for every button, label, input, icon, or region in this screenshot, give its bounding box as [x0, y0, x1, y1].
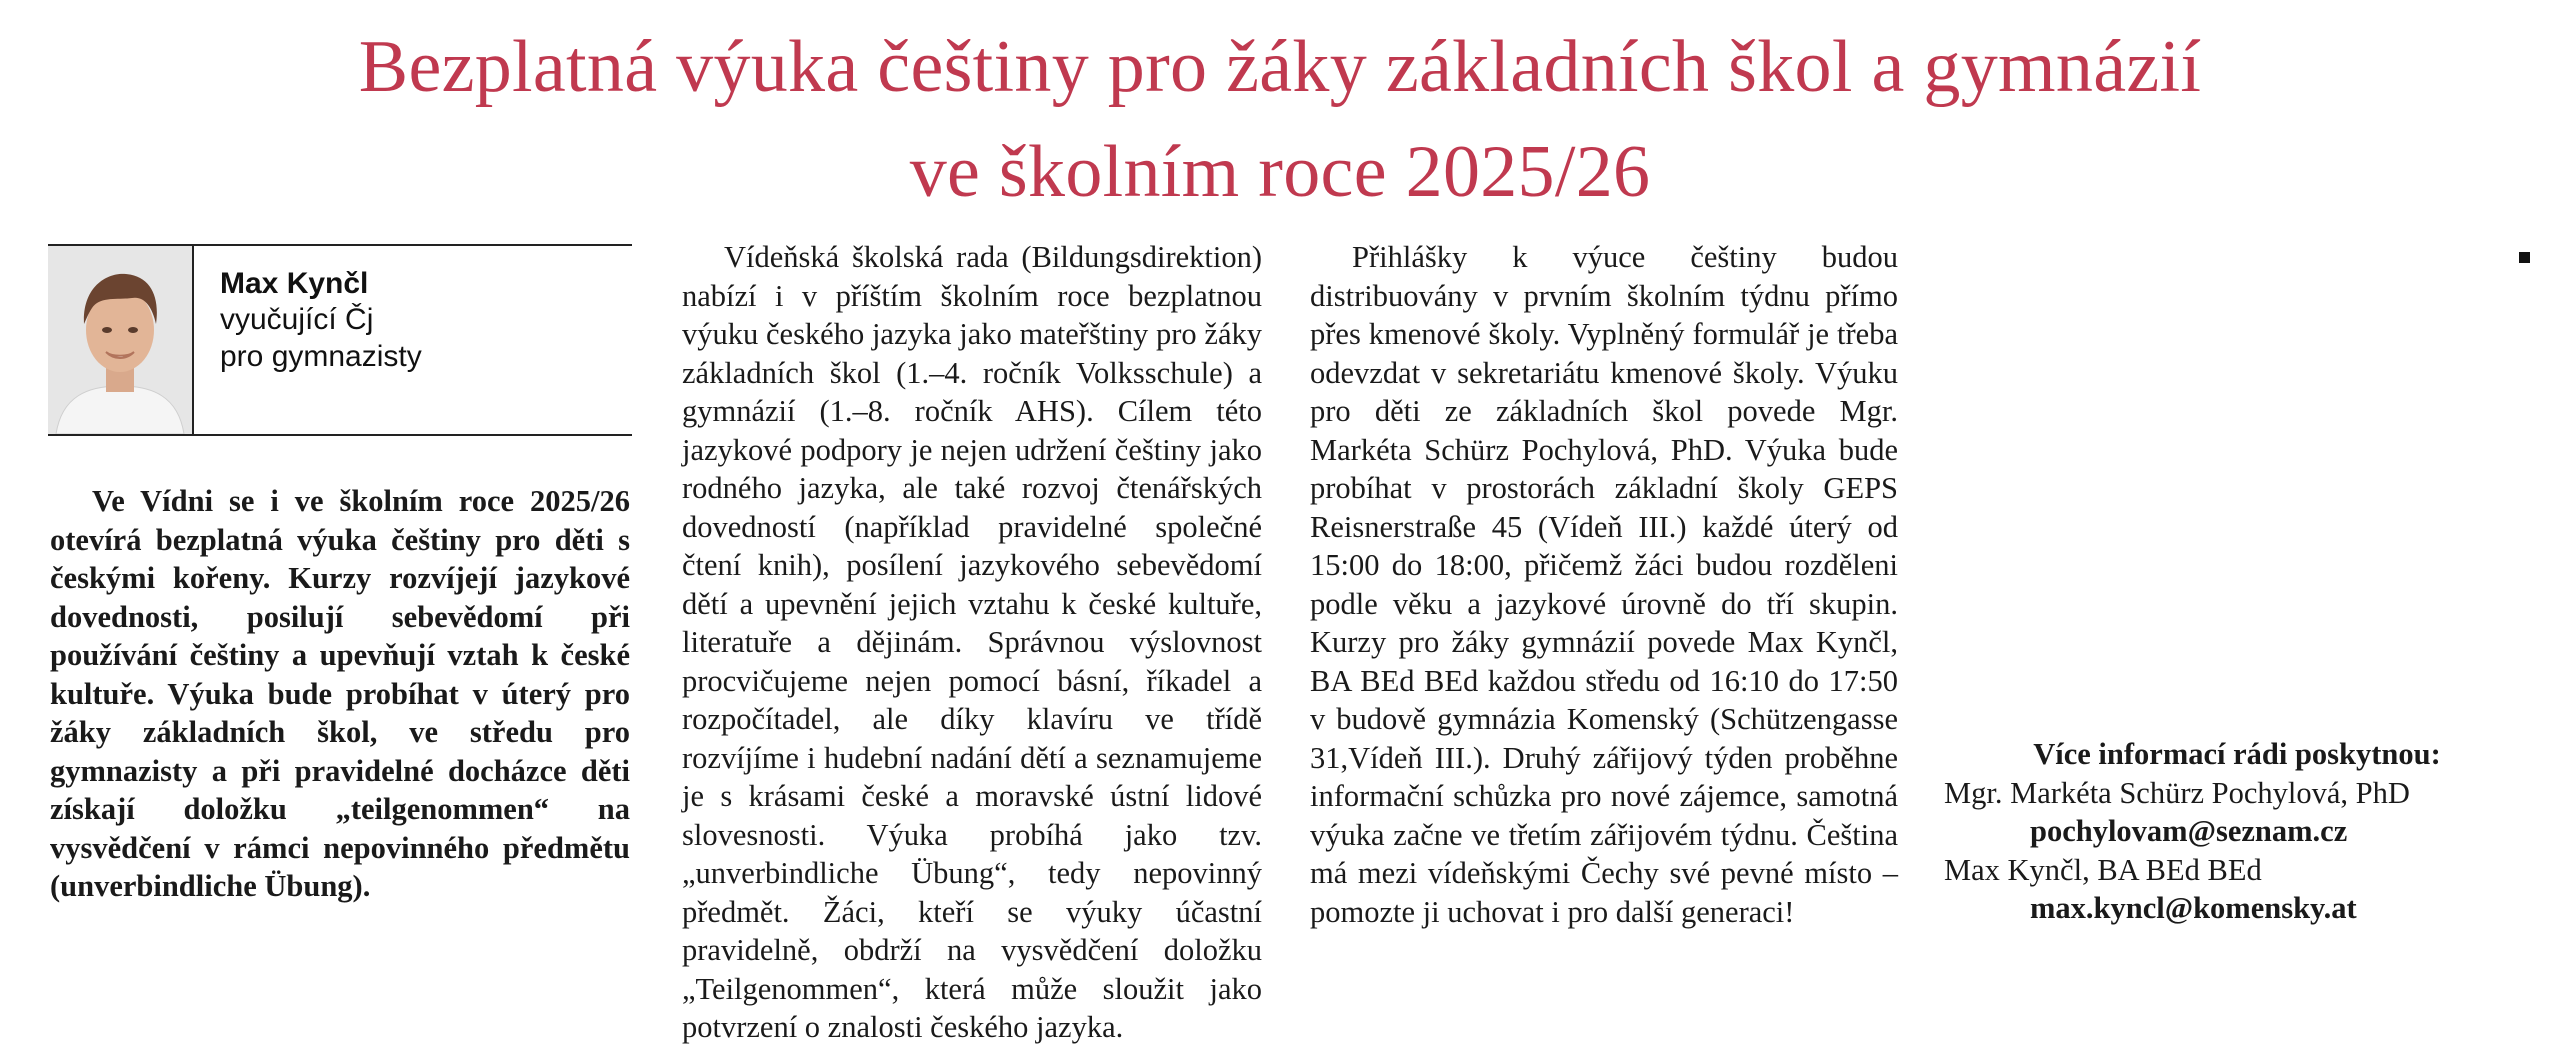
article-column-2 [682, 238, 1262, 1047]
body-paragraph-2: Přihlášky k výuce češtiny budou distribuovány v prvním školním týdnu přímo přes kmenové školy. Vyplněný formulář je třeba odevzdat v sekretariátu kmenové školy. Výuku pro děti ze základních škol povede Mgr. Markéta Schürz Pochylová, PhD. Výuka bude probíhat v prostorách základní školy GEPS Reisnerstraße 45 (Vídeň III.) každé úterý od 15:00 do 18:00, přičemž žáci budou rozděleni podle věku a jazykové úrovně do tří skupin. Kurzy pro žáky gymnázií povede Max Kynčl, BA BEd BEd každou středu od 16:10 do 17:50 v budově gymnázia Komenský (Schützengasse 31,Vídeň III.). Druhý zářijový týden proběhne informační schůzka pro nové zájemce, samotná výuka začne ve třetím zářijovém týdnu. Čeština má mezi vídeňskými Čechy své pevné místo – pomozte ji uchovat i pro další generaci! [1310, 240, 1898, 929]
contact-person-2: Max Kynčl, BA BEd BEd [1944, 852, 2262, 887]
contact-block [1944, 735, 2530, 928]
author-name: Max Kynčl [220, 267, 369, 300]
contact-heading: Více informací rádi poskytnou: [2033, 737, 2441, 771]
author-role-line-1: vyučující Čj [220, 303, 374, 337]
headline-line-2: ve školním roce 2025/26 [909, 131, 1651, 213]
body-paragraph-1: Vídeňská školská rada (Bildungsdirektion) nabízí i v příštím školním roce bezplatnou výuku českého jazyka jako mateřštiny pro žáky základních škol (1.–4. ročník Volksschule) a gymnázií (1.–8. ročník AHS). Cílem této jazykové podpory je nejen udržení češtiny jako rodného jazyka, ale také rozvoj čtenářských dovedností (například pravidelné společné čtení knih), posílení jazykového sebevědomí dětí a upevnění jejich vztahu k české kultuře, literatuře a dějinám. Správnou výslovnost procvičujeme nejen pomocí básní, říkadel a rozpočítadel, ale díky klavíru ve třídě rozvíjíme i hudební nadání dětí a seznamujeme je s krásami české a moravské ústní lidové slovesnosti. Výuka probíhá jako tzv. „unverbindliche Übung“, tedy nepovinný předmět. Žáci, kteří se výuky účastní pravidelně, obdrží na vysvědčení doložku „Teilgenommen“, která může sloužit jako potvrzení o znalosti českého jazyka. [682, 240, 1262, 1044]
headline-line-1: Bezplatná výuka češtiny pro žáky základních škol a gymnázií [358, 26, 2202, 108]
author-portrait-icon [48, 246, 192, 434]
author-role-line-2: pro gymnazisty [220, 339, 422, 373]
author-info [220, 266, 422, 375]
lead-paragraph: Ve Vídni se i ve školním roce 2025/26 otevírá bezplatná výuka češtiny pro děti s českými kořeny. Kurzy rozvíjejí jazykové dovednosti, posilují sebevědomí při používání češtiny a upevňují vztah k české kultuře. Výuka bude probíhat v úterý pro žáky základních škol, ve středu pro gymnazisty a při pravidelné docházce děti získají doložku „teilgenommen“ na vysvědčení v rámci nepovinného předmětu (unverbindliche Übung). [50, 484, 630, 903]
author-photo [48, 246, 194, 434]
contact-email-1[interactable]: pochylovam@seznam.cz [2030, 814, 2348, 848]
article-column-4 [1944, 238, 2530, 263]
contact-email-2[interactable]: max.kyncl@komensky.at [2030, 891, 2357, 925]
article-column-3 [1310, 238, 1898, 931]
end-of-article-mark-icon [2519, 252, 2530, 263]
contact-person-1: Mgr. Markéta Schürz Pochylová, PhD [1944, 775, 2410, 810]
author-box [48, 244, 632, 436]
